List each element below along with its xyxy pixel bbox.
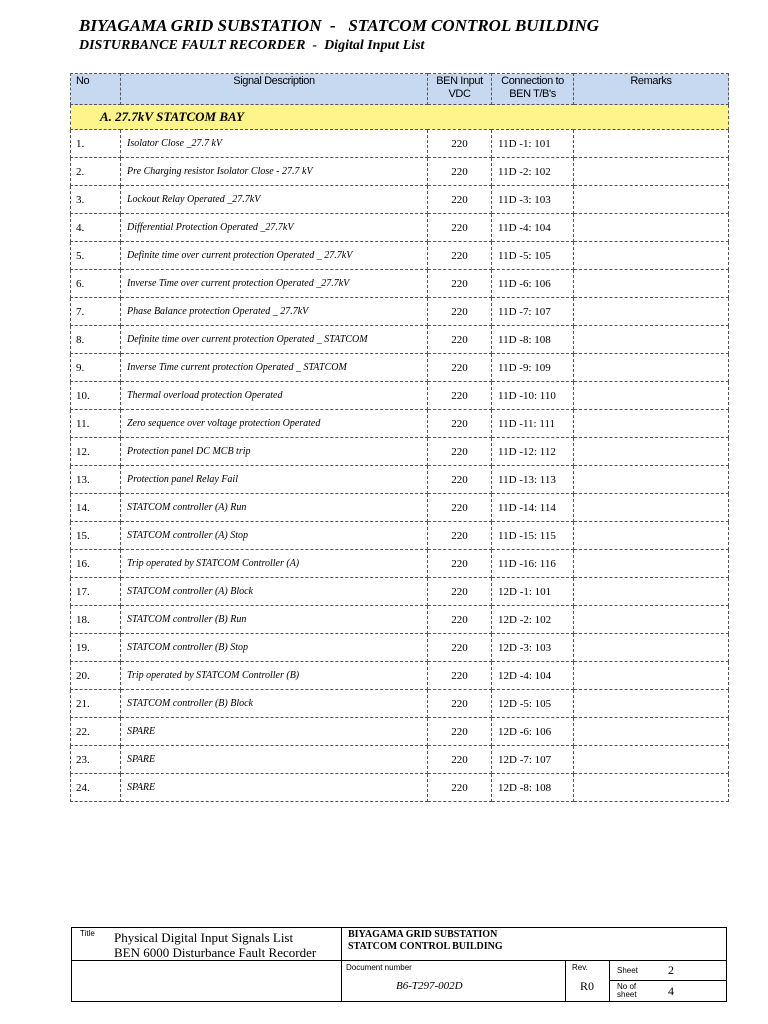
remarks — [574, 298, 729, 326]
ben-input-vdc: 220 — [428, 606, 492, 634]
col-header-no: No — [71, 74, 121, 105]
ben-input-vdc: 220 — [428, 718, 492, 746]
signal-description: Differential Protection Operated _27.7kV — [121, 214, 428, 242]
table-row — [71, 326, 729, 354]
remarks — [574, 214, 729, 242]
table-row — [71, 158, 729, 186]
signal-description: STATCOM controller (A) Stop — [121, 522, 428, 550]
signal-description: Definite time over current protection Operated _ 27.7kV — [121, 242, 428, 270]
remarks — [574, 606, 729, 634]
no-of-sheet-value: 4 — [668, 984, 674, 998]
ben-input-vdc: 220 — [428, 746, 492, 774]
row-number: 1. — [71, 130, 121, 158]
signal-description: STATCOM controller (A) Block — [121, 578, 428, 606]
ben-input-vdc: 220 — [428, 326, 492, 354]
title-block-sheet-cell — [610, 961, 727, 1002]
connection-terminal: 11D -5: 105 — [492, 242, 574, 270]
ben-input-vdc: 220 — [428, 298, 492, 326]
signal-description: Thermal overload protection Operated — [121, 382, 428, 410]
remarks — [574, 158, 729, 186]
signal-description: Inverse Time over current protection Operated _27.7kV — [121, 270, 428, 298]
col-header-remarks: Remarks — [574, 74, 729, 105]
table-row — [71, 746, 729, 774]
connection-terminal: 11D -15: 115 — [492, 522, 574, 550]
signal-description: Trip operated by STATCOM Controller (A) — [121, 550, 428, 578]
table-row — [71, 438, 729, 466]
col-header-vdc-line1: BEN Input — [436, 75, 483, 87]
title-block-docnum-cell — [342, 961, 566, 1002]
table-row — [71, 298, 729, 326]
ben-input-vdc: 220 — [428, 242, 492, 270]
table-row — [71, 242, 729, 270]
remarks — [574, 746, 729, 774]
title-block-site-cell — [342, 928, 727, 961]
signal-description: STATCOM controller (A) Run — [121, 494, 428, 522]
ben-input-vdc: 220 — [428, 410, 492, 438]
connection-terminal: 11D -14: 114 — [492, 494, 574, 522]
title-block-title-cell — [72, 928, 342, 961]
remarks — [574, 326, 729, 354]
connection-terminal: 11D -12: 112 — [492, 438, 574, 466]
row-number: 17. — [71, 578, 121, 606]
row-number: 2. — [71, 158, 121, 186]
connection-terminal: 11D -1: 101 — [492, 130, 574, 158]
row-number: 14. — [71, 494, 121, 522]
table-row — [71, 606, 729, 634]
remarks — [574, 718, 729, 746]
table-row — [71, 550, 729, 578]
document-subtitle: DISTURBANCE FAULT RECORDER - Digital Input List — [79, 38, 425, 53]
remarks — [574, 690, 729, 718]
title-block — [71, 927, 727, 1002]
remarks — [574, 662, 729, 690]
table-row — [71, 774, 729, 802]
ben-input-vdc: 220 — [428, 354, 492, 382]
connection-terminal: 12D -2: 102 — [492, 606, 574, 634]
col-header-ben-input-vdc — [428, 74, 492, 105]
connection-terminal: 12D -6: 106 — [492, 718, 574, 746]
ben-input-vdc: 220 — [428, 270, 492, 298]
no-of-sheet-label — [617, 983, 637, 999]
signal-description: Trip operated by STATCOM Controller (B) — [121, 662, 428, 690]
digital-input-table — [70, 73, 729, 802]
section-title: A. 27.7kV STATCOM BAY — [71, 105, 729, 130]
table-row — [71, 186, 729, 214]
row-number: 5. — [71, 242, 121, 270]
ben-input-vdc: 220 — [428, 438, 492, 466]
remarks — [574, 550, 729, 578]
signal-description: STATCOM controller (B) Stop — [121, 634, 428, 662]
row-number: 8. — [71, 326, 121, 354]
connection-terminal: 11D -11: 111 — [492, 410, 574, 438]
no-of-label-line1: No of — [617, 982, 637, 991]
signal-description: SPARE — [121, 774, 428, 802]
row-number: 18. — [71, 606, 121, 634]
col-header-connection — [492, 74, 574, 105]
remarks — [574, 242, 729, 270]
revision-value: R0 — [580, 979, 595, 993]
signal-description: STATCOM controller (B) Run — [121, 606, 428, 634]
title-block-rev-cell — [566, 961, 610, 1002]
row-number: 7. — [71, 298, 121, 326]
title-block-blank-cell — [72, 961, 342, 1002]
signal-description: STATCOM controller (B) Block — [121, 690, 428, 718]
connection-terminal: 11D -8: 108 — [492, 326, 574, 354]
signal-description: Isolator Close _27.7 kV — [121, 130, 428, 158]
table-row — [71, 466, 729, 494]
row-number: 21. — [71, 690, 121, 718]
connection-terminal: 11D -10: 110 — [492, 382, 574, 410]
title-line-1: Physical Digital Input Signals List — [114, 930, 294, 945]
title-line-2: BEN 6000 Disturbance Fault Recorder — [114, 945, 317, 960]
row-number: 6. — [71, 270, 121, 298]
col-header-signal-description: Signal Description — [121, 74, 428, 105]
document-number: B6-T297-002D — [396, 980, 463, 992]
remarks — [574, 522, 729, 550]
remarks — [574, 634, 729, 662]
table-row — [71, 578, 729, 606]
table-row — [71, 718, 729, 746]
document-title: BIYAGAMA GRID SUBSTATION - STATCOM CONTROL BUILDING — [79, 16, 600, 35]
row-number: 13. — [71, 466, 121, 494]
ben-input-vdc: 220 — [428, 690, 492, 718]
row-number: 11. — [71, 410, 121, 438]
table-header-row — [71, 74, 729, 105]
row-number: 3. — [71, 186, 121, 214]
remarks — [574, 438, 729, 466]
row-number: 12. — [71, 438, 121, 466]
remarks — [574, 270, 729, 298]
ben-input-vdc: 220 — [428, 494, 492, 522]
connection-terminal: 12D -8: 108 — [492, 774, 574, 802]
ben-input-vdc: 220 — [428, 186, 492, 214]
ben-input-vdc: 220 — [428, 774, 492, 802]
signal-description: SPARE — [121, 718, 428, 746]
connection-terminal: 11D -4: 104 — [492, 214, 574, 242]
title-label: Title — [80, 929, 95, 938]
col-header-conn-line2: BEN T/B's — [509, 88, 556, 100]
connection-terminal: 12D -4: 104 — [492, 662, 574, 690]
no-of-sheet-row — [610, 981, 726, 999]
signal-description: Phase Balance protection Operated _ 27.7kV — [121, 298, 428, 326]
remarks — [574, 130, 729, 158]
row-number: 16. — [71, 550, 121, 578]
signal-description: Protection panel DC MCB trip — [121, 438, 428, 466]
connection-terminal: 11D -6: 106 — [492, 270, 574, 298]
site-name — [348, 929, 503, 953]
connection-terminal: 11D -9: 109 — [492, 354, 574, 382]
sheet-value: 2 — [668, 963, 674, 977]
table-row — [71, 690, 729, 718]
connection-terminal: 11D -7: 107 — [492, 298, 574, 326]
ben-input-vdc: 220 — [428, 130, 492, 158]
table-row — [71, 214, 729, 242]
row-number: 20. — [71, 662, 121, 690]
signal-description: SPARE — [121, 746, 428, 774]
ben-input-vdc: 220 — [428, 382, 492, 410]
remarks — [574, 578, 729, 606]
remarks — [574, 774, 729, 802]
remarks — [574, 382, 729, 410]
remarks — [574, 494, 729, 522]
ben-input-vdc: 220 — [428, 158, 492, 186]
docnum-label: Document number — [346, 963, 412, 972]
site-line-2: STATCOM CONTROL BUILDING — [348, 941, 503, 952]
col-header-conn-line1: Connection to — [501, 75, 564, 87]
ben-input-vdc: 220 — [428, 522, 492, 550]
connection-terminal: 11D -13: 113 — [492, 466, 574, 494]
row-number: 22. — [71, 718, 121, 746]
sheet-label: Sheet — [617, 966, 638, 975]
connection-terminal: 12D -3: 103 — [492, 634, 574, 662]
ben-input-vdc: 220 — [428, 214, 492, 242]
remarks — [574, 410, 729, 438]
no-of-label-line2: sheet — [617, 990, 637, 999]
connection-terminal: 12D -1: 101 — [492, 578, 574, 606]
sheet-row — [610, 961, 726, 981]
connection-terminal: 12D -7: 107 — [492, 746, 574, 774]
row-number: 4. — [71, 214, 121, 242]
title-value — [114, 930, 316, 960]
row-number: 19. — [71, 634, 121, 662]
table-row — [71, 382, 729, 410]
remarks — [574, 354, 729, 382]
table-row — [71, 494, 729, 522]
table-row — [71, 270, 729, 298]
row-number: 15. — [71, 522, 121, 550]
site-line-1: BIYAGAMA GRID SUBSTATION — [348, 929, 498, 940]
signal-description: Zero sequence over voltage protection Operated — [121, 410, 428, 438]
signal-description: Inverse Time current protection Operated _ STATCOM — [121, 354, 428, 382]
row-number: 23. — [71, 746, 121, 774]
table-row — [71, 410, 729, 438]
table-row — [71, 634, 729, 662]
ben-input-vdc: 220 — [428, 578, 492, 606]
signal-description: Protection panel Relay Fail — [121, 466, 428, 494]
signal-description: Lockout Relay Operated _27.7kV — [121, 186, 428, 214]
row-number: 24. — [71, 774, 121, 802]
connection-terminal: 11D -3: 103 — [492, 186, 574, 214]
ben-input-vdc: 220 — [428, 634, 492, 662]
section-row — [71, 105, 729, 130]
signal-description: Definite time over current protection Operated _ STATCOM — [121, 326, 428, 354]
row-number: 10. — [71, 382, 121, 410]
table-row — [71, 662, 729, 690]
col-header-vdc-line2: VDC — [448, 88, 471, 100]
ben-input-vdc: 220 — [428, 466, 492, 494]
connection-terminal: 11D -16: 116 — [492, 550, 574, 578]
remarks — [574, 186, 729, 214]
table-row — [71, 130, 729, 158]
ben-input-vdc: 220 — [428, 662, 492, 690]
table-row — [71, 354, 729, 382]
ben-input-vdc: 220 — [428, 550, 492, 578]
table-row — [71, 522, 729, 550]
connection-terminal: 11D -2: 102 — [492, 158, 574, 186]
remarks — [574, 466, 729, 494]
row-number: 9. — [71, 354, 121, 382]
connection-terminal: 12D -5: 105 — [492, 690, 574, 718]
rev-label: Rev. — [572, 963, 588, 972]
signal-description: Pre Charging resistor Isolator Close - 27.7 kV — [121, 158, 428, 186]
